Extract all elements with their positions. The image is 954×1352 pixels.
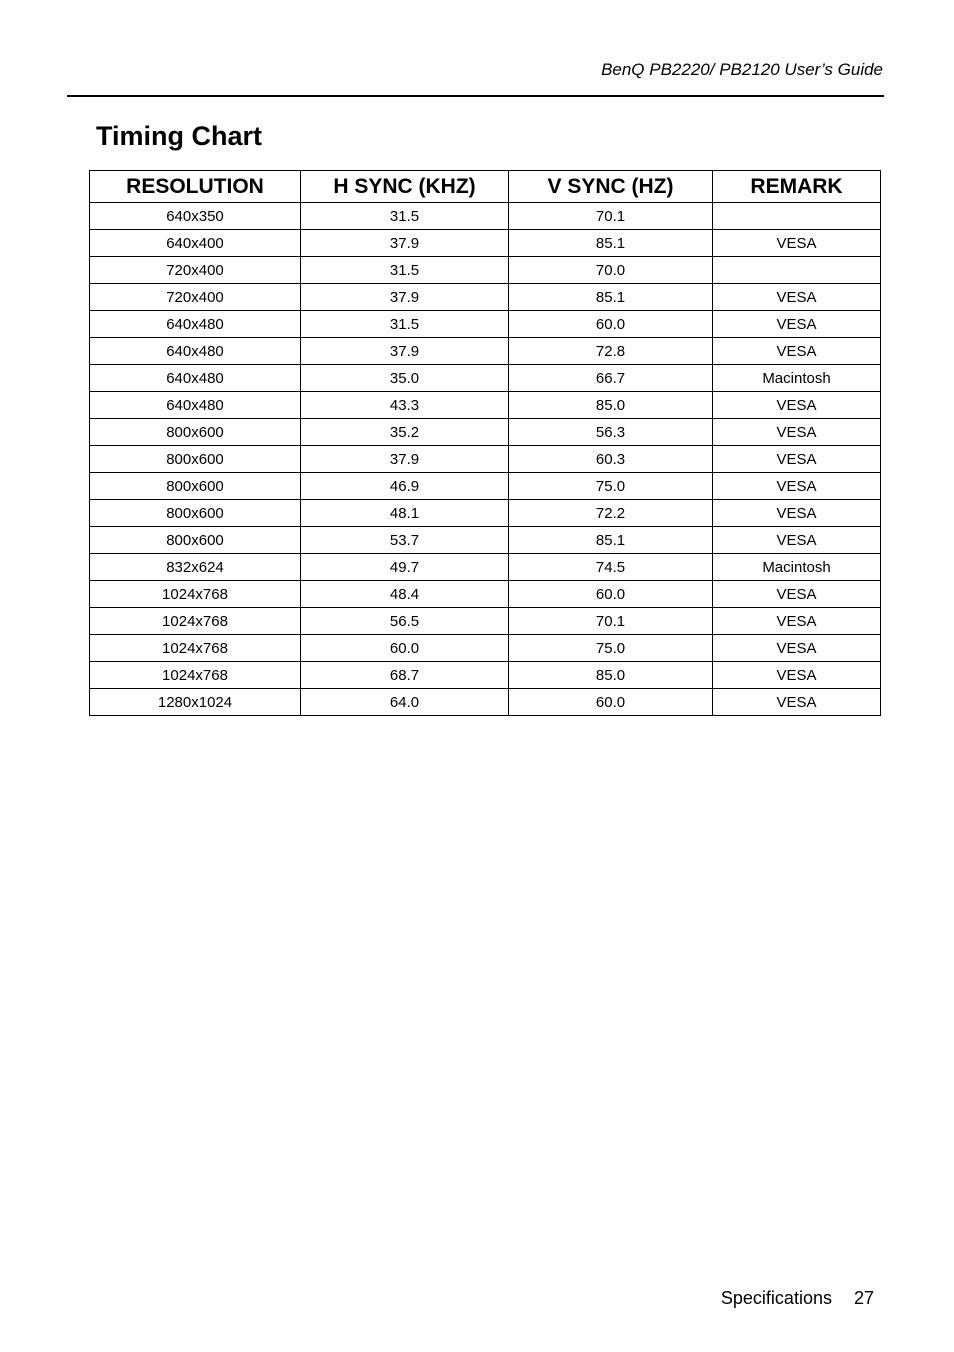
cell-resolution: 640x480 (90, 338, 301, 365)
cell-h-sync: 60.0 (301, 635, 509, 662)
cell-remark: VESA (713, 689, 881, 716)
cell-resolution: 800x600 (90, 473, 301, 500)
table-row (90, 203, 881, 230)
cell-resolution: 1024x768 (90, 662, 301, 689)
cell-v-sync: 66.7 (509, 365, 713, 392)
table-row (90, 473, 881, 500)
cell-h-sync: 53.7 (301, 527, 509, 554)
cell-h-sync: 43.3 (301, 392, 509, 419)
cell-v-sync: 70.0 (509, 257, 713, 284)
footer-section-name: Specifications (720, 1288, 832, 1308)
cell-remark: VESA (713, 527, 881, 554)
cell-v-sync: 85.1 (509, 284, 713, 311)
cell-v-sync: 60.0 (509, 581, 713, 608)
table-row (90, 419, 881, 446)
cell-h-sync: 68.7 (301, 662, 509, 689)
cell-resolution: 1280x1024 (90, 689, 301, 716)
cell-v-sync: 85.0 (509, 662, 713, 689)
timing-table (89, 170, 881, 716)
cell-h-sync: 64.0 (301, 689, 509, 716)
cell-resolution: 800x600 (90, 500, 301, 527)
cell-resolution: 1024x768 (90, 581, 301, 608)
cell-remark (713, 203, 881, 230)
cell-h-sync: 31.5 (301, 311, 509, 338)
column-header-remark: REMARK (713, 171, 881, 203)
table-row (90, 527, 881, 554)
running-header: BenQ PB2220/ PB2120 User’s Guide (601, 60, 883, 79)
cell-resolution: 640x480 (90, 311, 301, 338)
cell-h-sync: 31.5 (301, 203, 509, 230)
table-row (90, 311, 881, 338)
cell-v-sync: 60.0 (509, 311, 713, 338)
table-row (90, 446, 881, 473)
cell-h-sync: 37.9 (301, 230, 509, 257)
cell-resolution: 640x480 (90, 365, 301, 392)
cell-resolution: 800x600 (90, 446, 301, 473)
cell-v-sync: 70.1 (509, 608, 713, 635)
table-row (90, 608, 881, 635)
cell-h-sync: 48.1 (301, 500, 509, 527)
table-row (90, 689, 881, 716)
cell-remark: VESA (713, 230, 881, 257)
cell-h-sync: 37.9 (301, 338, 509, 365)
page-number: 27 (853, 1288, 874, 1308)
cell-v-sync: 60.0 (509, 689, 713, 716)
table-row (90, 392, 881, 419)
cell-remark: VESA (713, 338, 881, 365)
cell-remark: VESA (713, 419, 881, 446)
cell-remark: VESA (713, 311, 881, 338)
timing-table-body (90, 203, 881, 716)
cell-v-sync: 75.0 (509, 635, 713, 662)
cell-resolution: 800x600 (90, 527, 301, 554)
cell-remark: VESA (713, 473, 881, 500)
cell-v-sync: 85.0 (509, 392, 713, 419)
cell-remark: VESA (713, 284, 881, 311)
cell-h-sync: 48.4 (301, 581, 509, 608)
table-row (90, 635, 881, 662)
cell-resolution: 1024x768 (90, 635, 301, 662)
table-row (90, 365, 881, 392)
table-header-row (90, 171, 881, 203)
cell-remark: VESA (713, 635, 881, 662)
column-header-v-sync: V SYNC (HZ) (509, 171, 713, 203)
cell-v-sync: 70.1 (509, 203, 713, 230)
cell-remark: Macintosh (713, 365, 881, 392)
table-row (90, 230, 881, 257)
cell-h-sync: 49.7 (301, 554, 509, 581)
cell-resolution: 720x400 (90, 284, 301, 311)
cell-remark (713, 257, 881, 284)
cell-remark: VESA (713, 662, 881, 689)
page-footer (721, 1288, 874, 1309)
cell-h-sync: 37.9 (301, 284, 509, 311)
table-row (90, 581, 881, 608)
cell-h-sync: 37.9 (301, 446, 509, 473)
cell-v-sync: 72.2 (509, 500, 713, 527)
column-header-resolution: RESOLUTION (90, 171, 301, 203)
cell-remark: Macintosh (713, 554, 881, 581)
cell-remark: VESA (713, 446, 881, 473)
cell-resolution: 720x400 (90, 257, 301, 284)
cell-remark: VESA (713, 500, 881, 527)
cell-h-sync: 35.0 (301, 365, 509, 392)
cell-h-sync: 31.5 (301, 257, 509, 284)
cell-h-sync: 56.5 (301, 608, 509, 635)
cell-v-sync: 75.0 (509, 473, 713, 500)
header-rule (67, 95, 884, 97)
cell-v-sync: 85.1 (509, 230, 713, 257)
table-row (90, 284, 881, 311)
cell-resolution: 800x600 (90, 419, 301, 446)
cell-resolution: 640x400 (90, 230, 301, 257)
cell-resolution: 832x624 (90, 554, 301, 581)
cell-h-sync: 35.2 (301, 419, 509, 446)
cell-resolution: 640x350 (90, 203, 301, 230)
cell-remark: VESA (713, 581, 881, 608)
cell-v-sync: 72.8 (509, 338, 713, 365)
table-row (90, 338, 881, 365)
table-row (90, 500, 881, 527)
cell-v-sync: 85.1 (509, 527, 713, 554)
cell-remark: VESA (713, 392, 881, 419)
table-row (90, 662, 881, 689)
cell-v-sync: 74.5 (509, 554, 713, 581)
column-header-h-sync: H SYNC (KHZ) (301, 171, 509, 203)
page-title: Timing Chart (96, 121, 263, 151)
cell-v-sync: 60.3 (509, 446, 713, 473)
cell-h-sync: 46.9 (301, 473, 509, 500)
cell-remark: VESA (713, 608, 881, 635)
cell-resolution: 1024x768 (90, 608, 301, 635)
cell-v-sync: 56.3 (509, 419, 713, 446)
table-row (90, 554, 881, 581)
table-row (90, 257, 881, 284)
cell-resolution: 640x480 (90, 392, 301, 419)
